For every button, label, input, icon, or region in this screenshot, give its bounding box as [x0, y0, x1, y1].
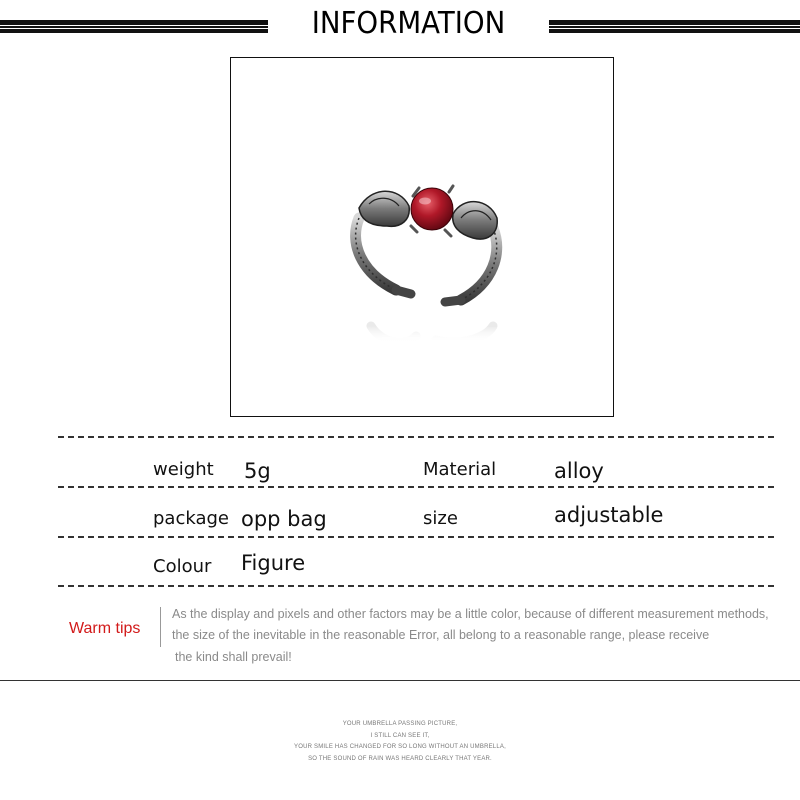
section-divider [0, 680, 800, 681]
ring-image [231, 58, 613, 416]
weight-value: 5g [244, 459, 271, 483]
size-value: adjustable [554, 503, 664, 527]
warm-tips-label: Warm tips [69, 620, 141, 637]
colour-value: Figure [241, 551, 306, 575]
header-rule-right [549, 20, 800, 33]
material-label: Material [423, 459, 497, 480]
spec-divider [58, 536, 774, 538]
material-value: alloy [554, 459, 604, 483]
footer-line: YOUR UMBRELLA PASSING PICTURE, [342, 721, 458, 727]
colour-label: Colour [153, 556, 212, 577]
footer-line: YOUR SMILE HAS CHANGED FOR SO LONG WITHOUT AN UMBRELLA, [294, 744, 506, 750]
footer-line: I STILL CAN SEE IT, [370, 733, 430, 739]
package-label: package [153, 508, 229, 529]
spec-divider [58, 486, 774, 488]
warm-tips-line: the size of the inevitable in the reasonable Error, all belong to a reasonable range, please receive [172, 628, 710, 642]
warm-tips-divider [160, 607, 161, 647]
weight-label: weight [153, 459, 214, 480]
footer-line: SO THE SOUND OF RAIN WAS HEARD CLEARLY THAT YEAR. [308, 756, 492, 762]
warm-tips-line: As the display and pixels and other factors may be a little color, because of different measurement methods, [172, 607, 769, 621]
spec-divider [58, 585, 774, 587]
package-value: opp bag [241, 507, 327, 531]
header-rule-left [0, 20, 268, 33]
product-image-frame [230, 57, 614, 417]
spec-divider [58, 436, 774, 438]
warm-tips-line: the kind shall prevail! [175, 650, 292, 664]
size-label: size [423, 508, 458, 529]
page-title: INFORMATION [311, 6, 506, 41]
